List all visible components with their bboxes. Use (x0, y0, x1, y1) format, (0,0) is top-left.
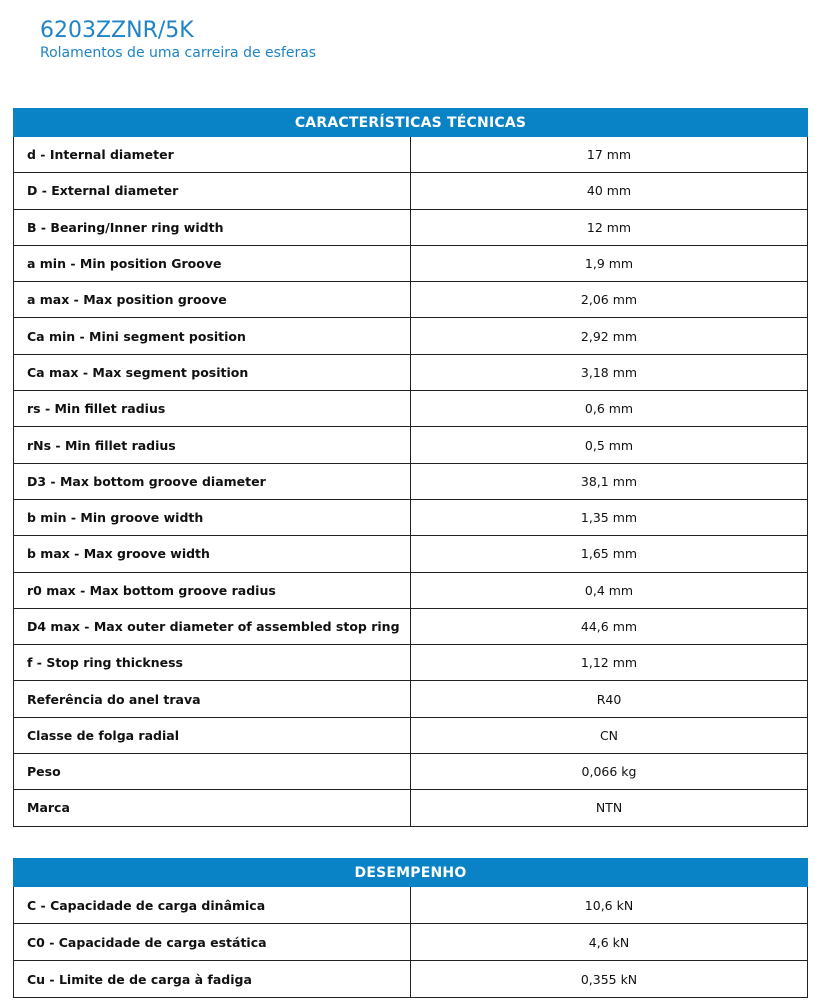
spec-label: C - Capacidade de carga dinâmica (14, 887, 411, 924)
table-row (14, 137, 808, 173)
spec-value: 38,1 mm (411, 463, 808, 499)
spec-value: 4,6 kN (411, 924, 808, 961)
spec-label: rs - Min fillet radius (14, 391, 411, 427)
spec-label: Cu - Limite de de carga à fadiga (14, 961, 411, 998)
table-row (14, 754, 808, 790)
performance-table (13, 858, 808, 998)
spec-label: a max - Max position groove (14, 282, 411, 318)
spec-label: Ca max - Max segment position (14, 354, 411, 390)
table-row (14, 209, 808, 245)
spec-label: Classe de folga radial (14, 717, 411, 753)
spec-label: Peso (14, 754, 411, 790)
spec-value: 0,5 mm (411, 427, 808, 463)
spec-label: rNs - Min fillet radius (14, 427, 411, 463)
table-row (14, 790, 808, 826)
spec-label: f - Stop ring thickness (14, 645, 411, 681)
spec-label: Ca min - Mini segment position (14, 318, 411, 354)
spec-value: 0,4 mm (411, 572, 808, 608)
table-header-row (14, 109, 808, 137)
table-row (14, 536, 808, 572)
spec-value: CN (411, 717, 808, 753)
spec-value: 1,35 mm (411, 499, 808, 535)
spec-value: NTN (411, 790, 808, 826)
spec-value: 1,65 mm (411, 536, 808, 572)
spec-label: a min - Min position Groove (14, 245, 411, 281)
table-row (14, 282, 808, 318)
table-row (14, 463, 808, 499)
spec-label: b min - Min groove width (14, 499, 411, 535)
spec-value: 44,6 mm (411, 608, 808, 644)
table-row (14, 608, 808, 644)
product-header (40, 18, 316, 62)
table-row (14, 354, 808, 390)
spec-label: d - Internal diameter (14, 137, 411, 173)
table-row (14, 245, 808, 281)
spec-label: C0 - Capacidade de carga estática (14, 924, 411, 961)
spec-value: 12 mm (411, 209, 808, 245)
product-subtitle: Rolamentos de uma carreira de esferas (40, 45, 317, 61)
table-row (14, 645, 808, 681)
table-row (14, 427, 808, 463)
spec-value: 40 mm (411, 173, 808, 209)
product-title: 6203ZZNR/5K (40, 18, 194, 43)
technical-heading: CARACTERÍSTICAS TÉCNICAS (14, 109, 808, 137)
table-row (14, 499, 808, 535)
technical-rows (14, 137, 808, 827)
spec-label: b max - Max groove width (14, 536, 411, 572)
spec-label: D - External diameter (14, 173, 411, 209)
table-row (14, 924, 808, 961)
spec-value: 10,6 kN (411, 887, 808, 924)
spec-value: 2,92 mm (411, 318, 808, 354)
spec-value: 2,06 mm (411, 282, 808, 318)
table-row (14, 572, 808, 608)
table-row (14, 173, 808, 209)
spec-label: D4 max - Max outer diameter of assembled stop ring (14, 608, 411, 644)
performance-rows (14, 887, 808, 998)
table-header-row (14, 859, 808, 887)
spec-value: 0,6 mm (411, 391, 808, 427)
table-row (14, 391, 808, 427)
spec-value: 0,066 kg (411, 754, 808, 790)
performance-heading: DESEMPENHO (14, 859, 808, 887)
table-row (14, 961, 808, 998)
table-row (14, 717, 808, 753)
spec-value: 3,18 mm (411, 354, 808, 390)
table-row (14, 681, 808, 717)
spec-value: 1,9 mm (411, 245, 808, 281)
technical-characteristics-table (13, 108, 808, 827)
spec-value: 17 mm (411, 137, 808, 173)
spec-label: r0 max - Max bottom groove radius (14, 572, 411, 608)
spec-label: B - Bearing/Inner ring width (14, 209, 411, 245)
table-row (14, 887, 808, 924)
spec-label: Marca (14, 790, 411, 826)
spec-value: R40 (411, 681, 808, 717)
spec-label: Referência do anel trava (14, 681, 411, 717)
spec-label: D3 - Max bottom groove diameter (14, 463, 411, 499)
spec-value: 0,355 kN (411, 961, 808, 998)
table-row (14, 318, 808, 354)
spec-value: 1,12 mm (411, 645, 808, 681)
